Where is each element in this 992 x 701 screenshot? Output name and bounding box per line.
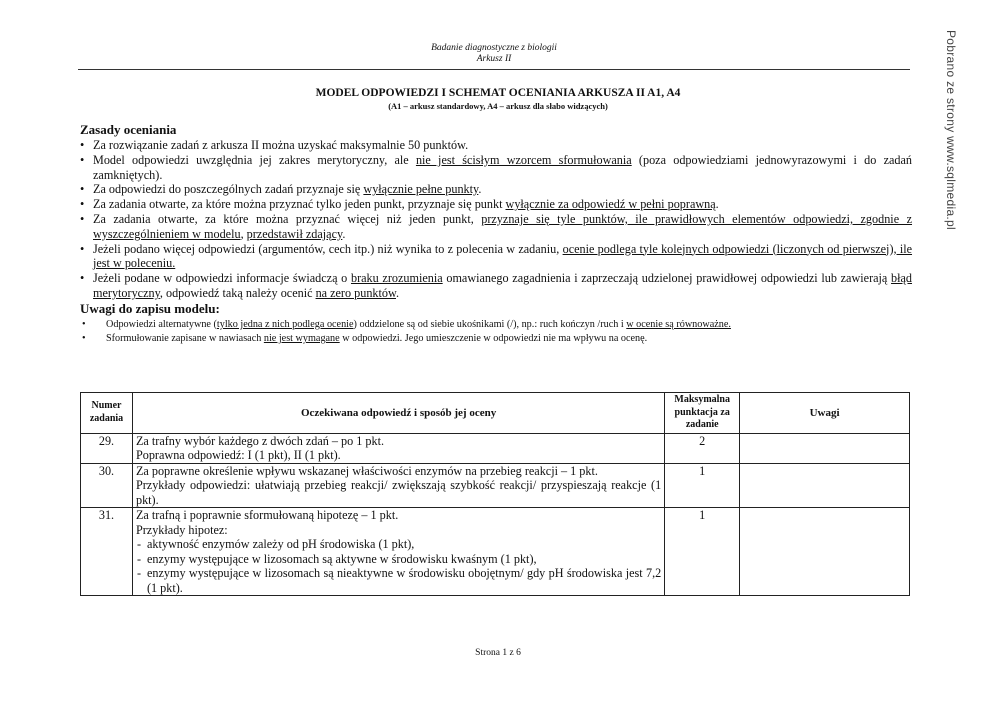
bullet-icon: • (82, 318, 86, 330)
note-emphasis: nie jest wymagane (263, 333, 340, 345)
note-text: ) oddzielone są od siebie ukośnikami (/), np.: ruch kończyn /ruch i (353, 318, 627, 330)
grading-rules-section (80, 122, 912, 347)
rule-text: . (715, 197, 719, 212)
note-text: Sformułowanie zapisane w nawiasach (106, 333, 264, 345)
note-text: Odpowiedzi alternatywne ( (106, 318, 217, 330)
expected-answer (132, 433, 664, 463)
dash-icon: - (136, 551, 142, 566)
note-emphasis: w ocenie są równoważne. (626, 318, 731, 330)
rule-emphasis: braku zrozumienia (350, 271, 443, 286)
table-header-row (81, 393, 910, 434)
remarks-cell (740, 463, 910, 508)
hypothesis-item (136, 566, 661, 595)
bullet-icon: • (80, 138, 85, 152)
table-row (81, 508, 910, 596)
page-header (78, 43, 910, 65)
rule-text: Za zadania otwarte, za które można przyznać więcej niż jeden punkt, (93, 211, 482, 226)
rule-emphasis: ocenie podlega tyle kolejnych odpowiedzi (liczonych od pierwszej), ile jest w poleceniu. (93, 241, 913, 271)
rule-text: omawianego zagadnienia i zaprzeczają udzielonej prawidłowej odpowiedzi lub zawierają (442, 271, 892, 286)
rule-text: . (478, 182, 482, 197)
hypothesis-text: enzymy występujące w lizosomach są aktywne w środowisku kwaśnym (1 pkt), (146, 551, 537, 566)
rule-emphasis: wyłącznie pełne punkty (363, 182, 479, 197)
note-emphasis: tylko jedna z nich podlega ocenie (216, 318, 354, 330)
rule-text: , (240, 226, 247, 241)
hypothesis-text: aktywność enzymów zależy od pH środowiska (1 pkt), (146, 537, 415, 551)
task-number: 29. (81, 433, 133, 463)
rule-item (80, 212, 912, 242)
rule-emphasis: nie jest ścisłym wzorcem sformułowania (415, 152, 632, 167)
table-row (81, 463, 910, 508)
bullet-icon: • (80, 182, 85, 197)
answer-line: Przykłady odpowiedzi: ułatwiają przebieg reakcji/ zwiększają szybkość reakcji/ przyspieszają reakcje (1 pkt). (135, 478, 662, 507)
expected-answer (132, 508, 664, 596)
header-divider (78, 69, 910, 70)
dash-icon: - (136, 537, 142, 551)
header-remarks: Uwagi (740, 393, 910, 434)
document-title: MODEL ODPOWIEDZI I SCHEMAT OCENIANIA ARKUSZA II A1, A4 (315, 87, 681, 99)
rule-item (80, 271, 912, 301)
rule-emphasis: przyznaje się tyle punktów, ile prawidłowych elementów odpowiedzi, zgodnie z wyszczególnieniem w modelu (93, 211, 913, 241)
rule-emphasis: wyłącznie za odpowiedź w pełni poprawną (505, 197, 716, 212)
header-expected-answer: Oczekiwana odpowiedź i sposób jej oceny (132, 393, 664, 434)
rule-text: , odpowiedź taką należy ocenić (159, 285, 316, 300)
bullet-icon: • (80, 197, 85, 212)
task-number: 31. (81, 508, 133, 596)
source-watermark: Pobrano ze strony www.sqlmedia.pl (944, 30, 958, 230)
bullet-icon: • (80, 271, 85, 286)
notes-heading: Uwagi do zapisu modelu: (80, 300, 220, 316)
rule-emphasis: przedstawił zdający (246, 226, 343, 241)
header-max-points: Maksymalna punktacja za zadanie (665, 393, 740, 434)
expected-answer (132, 463, 664, 508)
answer-line: Za trafną i poprawnie sformułowaną hipotezę – 1 pkt. (135, 508, 399, 522)
table-row (81, 433, 910, 463)
hypothesis-item (136, 537, 661, 552)
bullet-icon: • (82, 333, 86, 345)
header-task-number: Numer zadania (81, 393, 133, 434)
rule-emphasis: na zero punktów (315, 285, 396, 300)
hypothesis-text: enzymy występujące w lizosomach są nieaktywne w środowisku obojętnym/ gdy pH środowiska jest 7,2 (1 pkt). (146, 566, 662, 595)
answer-line: Poprawna odpowiedź: I (1 pkt), II (1 pkt). (135, 448, 341, 462)
rule-item (80, 138, 912, 153)
note-text: w odpowiedzi. Jego umieszczenie w odpowiedzi nie ma wpływu na ocenę. (339, 333, 648, 345)
rule-item (80, 182, 912, 197)
max-points: 1 (665, 463, 740, 508)
remarks-cell (740, 433, 910, 463)
rule-text: . (342, 226, 346, 241)
header-line-2: Arkusz II (476, 54, 512, 64)
rule-item (80, 153, 912, 183)
bullet-icon: • (80, 211, 85, 226)
page-number: Strona 1 z 6 (475, 648, 521, 658)
answer-key-table (80, 392, 910, 596)
bullet-icon: • (80, 241, 85, 256)
max-points: 1 (665, 508, 740, 596)
rules-heading: Zasady oceniania (80, 122, 177, 137)
max-points: 2 (665, 433, 740, 463)
task-number: 30. (81, 463, 133, 508)
answer-line: Za trafny wybór każdego z dwóch zdań – po 1 pkt. (135, 433, 385, 448)
answer-line: Przykłady hipotez: (135, 522, 228, 537)
hypothesis-item (136, 552, 661, 567)
rule-text: Model odpowiedzi uwzględnia jej zakres merytoryczny, ale (93, 152, 416, 167)
header-line-1: Badanie diagnostyczne z biologii (431, 43, 557, 53)
rule-text: Za rozwiązanie zadań z arkusza II można uzyskać maksymalnie 50 punktów. (93, 138, 469, 152)
rule-text: Za zadania otwarte, za które można przyznać tylko jeden punkt, przyznaje się punkt (93, 197, 506, 212)
rule-text: Jeżeli podane w odpowiedzi informacje świadczą o (93, 271, 351, 286)
rule-text: (poza odpowiedziami jednowyrazowymi i do zadań zamkniętych). (93, 152, 912, 182)
notes-list (80, 318, 912, 347)
rule-item (80, 197, 912, 212)
rule-text: . (396, 285, 400, 300)
rules-list (80, 138, 912, 301)
dash-icon: - (136, 566, 142, 580)
document-subtitle: (A1 – arkusz standardowy, A4 – arkusz dla słabo widzących) (388, 101, 608, 111)
rule-item (80, 242, 912, 272)
remarks-cell (740, 508, 910, 596)
rule-text: Za odpowiedzi do poszczególnych zadań przyznaje się (93, 182, 364, 197)
note-item (80, 332, 912, 347)
bullet-icon: • (80, 152, 85, 167)
rule-text: Jeżeli podano więcej odpowiedzi (argumentów, cech itp.) niż wynika to z polecenia w zadaniu, (93, 241, 563, 256)
answer-line: Za poprawne określenie wpływu wskazanej właściwości enzymów na przebieg reakcji – 1 pkt. (135, 463, 598, 478)
note-item (80, 318, 912, 333)
rule-emphasis: błąd merytoryczny (93, 271, 913, 300)
